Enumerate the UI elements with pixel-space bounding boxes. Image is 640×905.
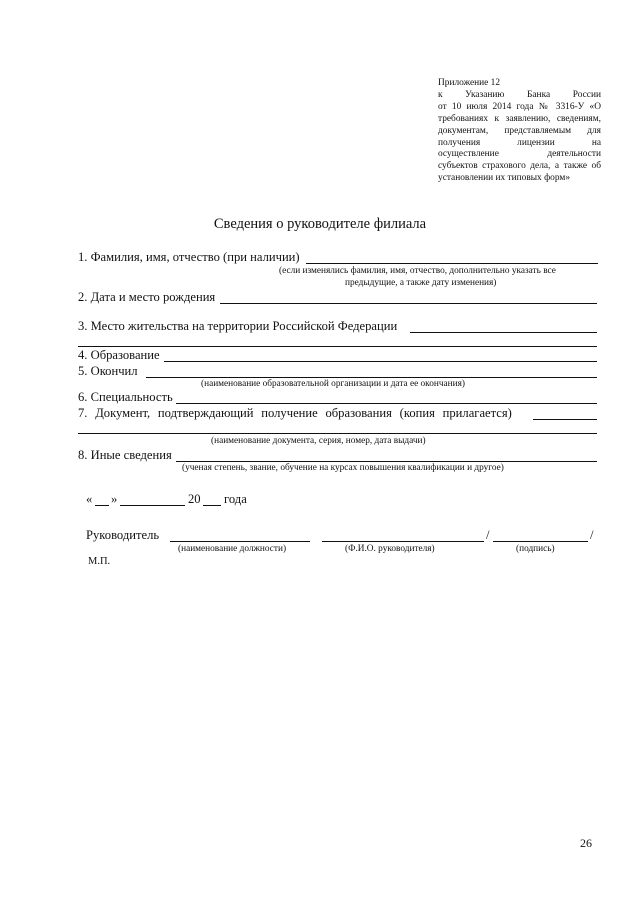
field-birth-label: 2. Дата и место рождения <box>78 290 216 304</box>
field-document-caption: (наименование документа, серия, номер, дата выдачи) <box>211 436 426 446</box>
field-residence-line-2[interactable] <box>78 346 597 347</box>
signature-sign-caption: (подпись) <box>516 544 555 554</box>
date-quote-close: » <box>111 492 118 506</box>
appendix-line: документам, представляемым для <box>438 125 601 136</box>
signature-position-caption: (наименование должности) <box>178 544 287 554</box>
document-title: Сведения о руководителе филиала <box>213 216 427 232</box>
field-education-line[interactable] <box>164 361 597 362</box>
field-birth-line[interactable] <box>220 303 597 304</box>
appendix-line: к Указанию Банка России <box>438 89 601 100</box>
field-full-name-label: 1. Фамилия, имя, отчество (при наличии) <box>78 250 300 264</box>
appendix-line: получения лицензии на <box>438 137 601 148</box>
field-other-line[interactable] <box>176 461 597 462</box>
field-graduated-line[interactable] <box>146 377 597 378</box>
field-residence-line[interactable] <box>410 332 597 333</box>
field-graduated-label: 5. Окончил <box>78 364 138 378</box>
date-quote-open: « <box>86 492 93 506</box>
appendix-line: от 10 июля 2014 года № 3316-У «О <box>438 101 601 112</box>
field-other-caption: (ученая степень, звание, обучение на курсах повышения квалификации и другое) <box>182 463 504 473</box>
signature-label: Руководитель <box>86 528 160 542</box>
appendix-line: Приложение 12 <box>438 78 501 88</box>
signature-name-line[interactable] <box>322 541 484 542</box>
appendix-line: субъектов страхового дела, а также об <box>438 161 601 172</box>
field-full-name-caption: предыдущие, а также дату изменения) <box>345 278 497 288</box>
date-year-prefix: 20 <box>188 492 201 506</box>
appendix-reference <box>438 78 601 185</box>
date-year-suffix: года <box>224 492 247 506</box>
date-year-line[interactable] <box>203 505 221 506</box>
appendix-line: установлении их типовых форм» <box>438 173 571 184</box>
field-specialty-label: 6. Специальность <box>78 390 173 404</box>
appendix-line: требованиях к заявлению, сведениям, <box>438 113 601 124</box>
signature-sign-line[interactable] <box>493 541 588 542</box>
appendix-line: осуществление деятельности <box>438 149 601 160</box>
field-other-label: 8. Иные сведения <box>78 448 172 462</box>
field-full-name-line[interactable] <box>306 263 598 264</box>
signature-position-line[interactable] <box>170 541 310 542</box>
field-document-line[interactable] <box>533 419 597 420</box>
field-education-label: 4. Образование <box>78 348 160 362</box>
date-day-line[interactable] <box>95 505 109 506</box>
field-full-name-caption: (если изменялись фамилия, имя, отчество, дополнительно указать все <box>279 266 556 276</box>
field-graduated-caption: (наименование образовательной организации и дата ее окончания) <box>201 379 465 389</box>
field-specialty-line[interactable] <box>176 403 597 404</box>
page-number: 26 <box>580 836 592 850</box>
field-document-line-2[interactable] <box>78 433 597 434</box>
date-month-line[interactable] <box>120 505 185 506</box>
signature-name-caption: (Ф.И.О. руководителя) <box>345 544 435 554</box>
field-residence-label: 3. Место жительства на территории Российской Федерации <box>78 319 398 333</box>
signature-slash: / <box>590 528 594 542</box>
stamp-label: М.П. <box>88 556 111 567</box>
signature-slash: / <box>486 528 490 542</box>
field-document-label: 7. Документ, подтверждающий получение образования (копия прилагается) <box>78 406 512 420</box>
